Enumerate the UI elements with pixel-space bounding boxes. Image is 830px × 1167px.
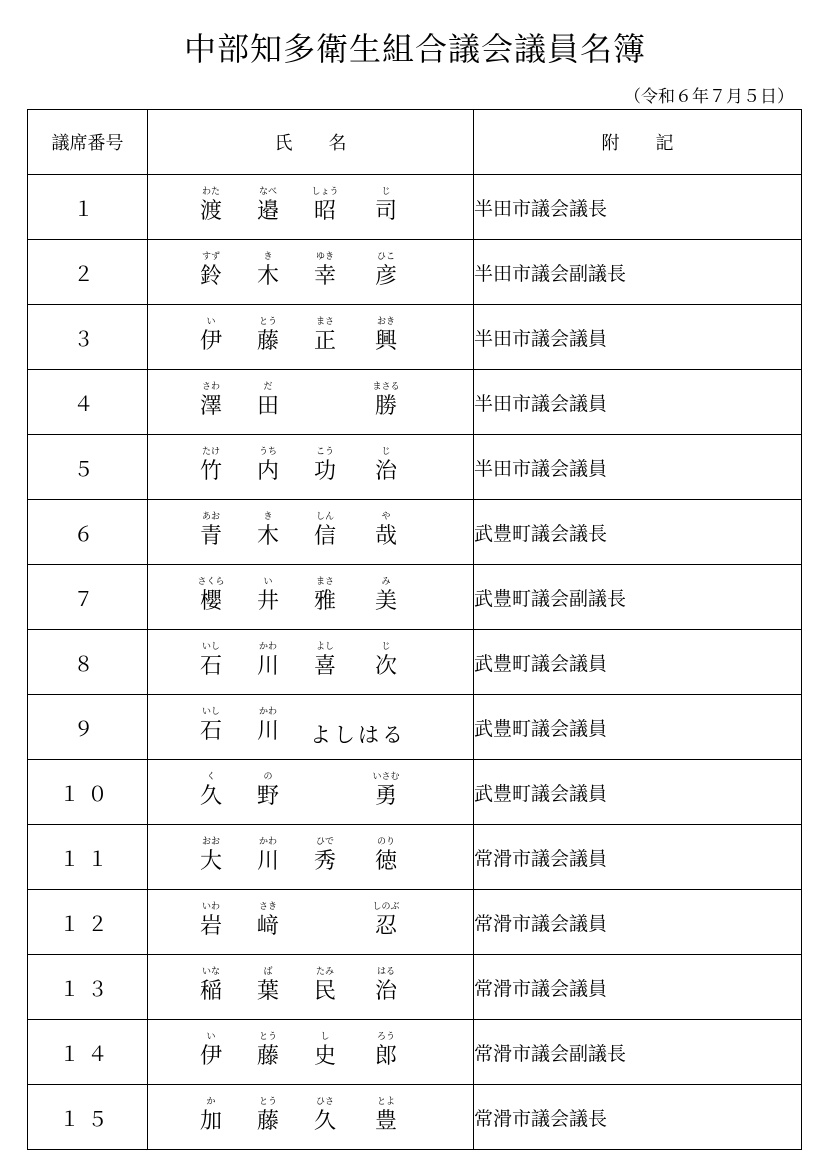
member-note: 半田市議会議員 (474, 370, 802, 435)
kanji: 民 (313, 979, 336, 1004)
kanji: 野 (256, 784, 279, 809)
furigana: まさ (315, 577, 334, 587)
member-note: 半田市議会議長 (474, 175, 802, 240)
member-note: 武豊町議会議員 (474, 630, 802, 695)
kanji: 藤 (256, 1109, 279, 1134)
name-character (366, 185, 406, 225)
kanji: 郎 (374, 1044, 397, 1069)
name-character (248, 250, 288, 290)
name-character (248, 445, 288, 485)
name-character (191, 510, 231, 550)
kanji: 藤 (256, 329, 279, 354)
member-name-cell (148, 305, 474, 370)
member-note: 武豊町議会議員 (474, 760, 802, 825)
table-row (28, 435, 802, 500)
member-name (148, 630, 473, 694)
member-name-cell (148, 890, 474, 955)
furigana: か (206, 1097, 216, 1107)
seat-number: ９ (28, 695, 148, 760)
furigana: ひで (315, 837, 334, 847)
kanji: 勝 (374, 394, 397, 419)
member-name-cell (148, 370, 474, 435)
name-character (191, 835, 231, 875)
kanji: 美 (374, 589, 397, 614)
kanji: 石 (199, 719, 222, 744)
kanji: 治 (374, 459, 397, 484)
name-character (305, 575, 345, 615)
kanji: 内 (256, 459, 279, 484)
furigana: し (320, 1032, 330, 1042)
seat-number: ８ (28, 630, 148, 695)
name-character (191, 900, 231, 940)
page-title: 中部知多衛生組合議会議員名簿 (183, 30, 646, 68)
member-name (148, 825, 473, 889)
table-header-row (28, 110, 802, 175)
table-row (28, 370, 802, 435)
member-note: 常滑市議会議員 (474, 955, 802, 1020)
table-row (28, 890, 802, 955)
furigana: なべ (258, 187, 277, 197)
furigana: の (263, 772, 273, 782)
furigana: い (206, 317, 216, 327)
name-character (191, 705, 231, 745)
kanji: 豊 (374, 1109, 397, 1134)
name-character (191, 1030, 231, 1070)
kanji: 田 (256, 394, 279, 419)
kanji: 彦 (374, 264, 397, 289)
member-name (148, 175, 473, 239)
furigana: ひこ (376, 252, 395, 262)
member-note: 武豊町議会議長 (474, 500, 802, 565)
kanji: 石 (199, 654, 222, 679)
furigana: ひさ (315, 1097, 334, 1107)
name-character (191, 575, 231, 615)
member-name (148, 1020, 473, 1084)
furigana: とよ (376, 1097, 395, 1107)
name-character (191, 640, 231, 680)
seat-number: １５ (28, 1085, 148, 1150)
name-character (366, 315, 406, 355)
furigana: い (206, 1032, 216, 1042)
kanji: 徳 (374, 849, 397, 874)
furigana: しょう (311, 187, 339, 197)
table-row (28, 240, 802, 305)
furigana: いし (201, 707, 220, 717)
kanji: 哉 (374, 524, 397, 549)
member-note: 常滑市議会議長 (474, 1085, 802, 1150)
seat-number: １４ (28, 1020, 148, 1085)
member-name (148, 305, 473, 369)
kanji: 喜 (313, 654, 336, 679)
name-character (248, 575, 288, 615)
kanji: 功 (313, 459, 336, 484)
name-character (191, 380, 231, 420)
member-name-cell (148, 695, 474, 760)
member-name-cell (148, 435, 474, 500)
seat-number: １ (28, 175, 148, 240)
table-row (28, 500, 802, 565)
furigana: じ (381, 187, 391, 197)
seat-number: ４ (28, 370, 148, 435)
kanji: 川 (256, 849, 279, 874)
kanji: 渡 (199, 199, 222, 224)
name-character (191, 315, 231, 355)
name-character (305, 510, 345, 550)
member-note: 武豊町議会議員 (474, 695, 802, 760)
member-name (148, 1085, 473, 1149)
document-date: （令和６年７月５日） (624, 87, 794, 107)
name-character (248, 640, 288, 680)
kanji: 川 (256, 719, 279, 744)
member-roster-table (27, 109, 802, 1150)
kanji: 次 (374, 654, 397, 679)
furigana: おお (201, 837, 220, 847)
kanji: 木 (256, 524, 279, 549)
name-character (305, 965, 345, 1005)
kanji: 秀 (313, 849, 336, 874)
name-character (248, 185, 288, 225)
furigana: すず (201, 252, 221, 262)
kanji: 加 (199, 1109, 222, 1134)
name-character (366, 380, 406, 420)
furigana: み (381, 577, 391, 587)
name-character (248, 1095, 288, 1135)
kanji: 正 (313, 329, 336, 354)
member-name (148, 240, 473, 304)
kanji: 井 (256, 589, 279, 614)
member-name (148, 760, 473, 824)
kanji: 久 (199, 784, 222, 809)
roster-body (28, 175, 802, 1150)
table-row (28, 825, 802, 890)
member-name-cell (148, 1020, 474, 1085)
furigana: じ (381, 447, 391, 457)
kanji: 竹 (199, 459, 222, 484)
furigana: かわ (258, 642, 277, 652)
name-character (248, 380, 288, 420)
member-note: 半田市議会議員 (474, 305, 802, 370)
table-row (28, 305, 802, 370)
furigana: だ (263, 382, 273, 392)
name-character (305, 185, 345, 225)
furigana: いし (201, 642, 220, 652)
name-character (305, 1030, 345, 1070)
kanji: 藤 (256, 1044, 279, 1069)
kanji: 澤 (199, 394, 222, 419)
table-row (28, 955, 802, 1020)
name-character (366, 1030, 406, 1070)
member-name-cell (148, 630, 474, 695)
furigana: かわ (258, 707, 277, 717)
member-note: 常滑市議会議員 (474, 825, 802, 890)
name-character (366, 965, 406, 1005)
table-row (28, 630, 802, 695)
furigana: いわ (201, 902, 220, 912)
furigana: いさむ (372, 772, 400, 782)
seat-number: ７ (28, 565, 148, 630)
name-character (305, 640, 345, 680)
name-character (305, 1095, 345, 1135)
kanji: 幸 (313, 264, 336, 289)
name-character (248, 705, 288, 745)
member-name (148, 695, 473, 759)
kanji: 伊 (199, 1044, 222, 1069)
furigana: ば (263, 967, 273, 977)
name-character (366, 835, 406, 875)
member-name (148, 890, 473, 954)
furigana: く (206, 772, 216, 782)
name-character (191, 445, 231, 485)
table-row (28, 1020, 802, 1085)
seat-number: １１ (28, 825, 148, 890)
kanji: 大 (199, 849, 222, 874)
kanji: 昭 (313, 199, 336, 224)
header-name: 氏 名 (148, 110, 474, 175)
name-character (191, 250, 231, 290)
kanji: 伊 (199, 329, 222, 354)
furigana: き (263, 252, 273, 262)
furigana: たみ (315, 967, 334, 977)
furigana: や (381, 512, 391, 522)
furigana: うち (258, 447, 277, 457)
furigana: いな (201, 967, 220, 977)
name-character (305, 445, 345, 485)
furigana: い (263, 577, 273, 587)
furigana: しん (315, 512, 334, 522)
furigana: あお (201, 512, 220, 522)
name-character (248, 900, 288, 940)
kanji: 岩 (199, 914, 222, 939)
header-note: 附 記 (474, 110, 802, 175)
member-name-cell (148, 565, 474, 630)
kanji: 木 (256, 264, 279, 289)
name-character (366, 640, 406, 680)
name-character (191, 1095, 231, 1135)
table-row (28, 1085, 802, 1150)
kanji: 興 (374, 329, 397, 354)
seat-number: ３ (28, 305, 148, 370)
kanji: 櫻 (199, 589, 222, 614)
kanji: 葉 (256, 979, 279, 1004)
member-name-cell (148, 175, 474, 240)
furigana: はる (376, 967, 395, 977)
name-character (366, 575, 406, 615)
furigana: わた (201, 187, 220, 197)
furigana: ゆき (315, 252, 334, 262)
name-character (366, 900, 406, 940)
table-row (28, 565, 802, 630)
seat-number: ６ (28, 500, 148, 565)
name-character (248, 835, 288, 875)
kanji: 鈴 (199, 264, 222, 289)
member-name (148, 565, 473, 629)
furigana: さわ (201, 382, 220, 392)
furigana: じ (381, 642, 391, 652)
furigana: まさ (315, 317, 334, 327)
furigana: こう (315, 447, 334, 457)
kanji: 司 (374, 199, 397, 224)
seat-number: ５ (28, 435, 148, 500)
name-character (366, 250, 406, 290)
member-note: 常滑市議会議員 (474, 890, 802, 955)
member-name-cell (148, 825, 474, 890)
furigana: しのぶ (372, 902, 400, 912)
member-name-cell (148, 500, 474, 565)
member-name (148, 370, 473, 434)
member-note: 武豊町議会副議長 (474, 565, 802, 630)
member-name (148, 500, 473, 564)
name-character (366, 1095, 406, 1135)
kanji: 忍 (374, 914, 397, 939)
member-name-cell (148, 240, 474, 305)
kanji: 信 (313, 524, 336, 549)
seat-number: １３ (28, 955, 148, 1020)
kanji: 川 (256, 654, 279, 679)
member-name-cell (148, 1085, 474, 1150)
name-character (191, 770, 231, 810)
kanji: 稲 (199, 979, 222, 1004)
furigana: ろう (376, 1032, 395, 1042)
table-row (28, 695, 802, 760)
header-seat-number: 議席番号 (28, 110, 148, 175)
table-row (28, 175, 802, 240)
kanji: 久 (313, 1109, 336, 1134)
kanji: 邉 (256, 199, 279, 224)
name-character (305, 315, 345, 355)
kanji: 青 (199, 524, 222, 549)
member-name-cell (148, 955, 474, 1020)
kanji: 史 (313, 1044, 336, 1069)
name-character (248, 315, 288, 355)
name-character (248, 510, 288, 550)
furigana: き (263, 512, 273, 522)
furigana: とう (258, 1032, 277, 1042)
furigana: よし (315, 642, 334, 652)
furigana: たけ (201, 447, 220, 457)
furigana: おき (376, 317, 395, 327)
given-name-hiragana: よしはる (310, 723, 406, 747)
member-note: 半田市議会副議長 (474, 240, 802, 305)
furigana: まさる (372, 382, 400, 392)
name-character (248, 1030, 288, 1070)
furigana: さくら (197, 577, 225, 587)
seat-number: １２ (28, 890, 148, 955)
member-name (148, 955, 473, 1019)
seat-number: １０ (28, 760, 148, 825)
member-note: 半田市議会議員 (474, 435, 802, 500)
name-character (248, 770, 288, 810)
name-character (366, 510, 406, 550)
table-row (28, 760, 802, 825)
furigana: のり (376, 837, 395, 847)
kanji: 﨑 (256, 914, 279, 939)
name-character (248, 965, 288, 1005)
furigana: とう (258, 1097, 277, 1107)
furigana: とう (258, 317, 277, 327)
name-character (305, 835, 345, 875)
kanji: 治 (374, 979, 397, 1004)
member-name (148, 435, 473, 499)
kanji: 雅 (313, 589, 336, 614)
member-note: 常滑市議会副議長 (474, 1020, 802, 1085)
furigana: さき (258, 902, 277, 912)
seat-number: ２ (28, 240, 148, 305)
name-character (366, 445, 406, 485)
name-character (366, 770, 406, 810)
name-character (191, 965, 231, 1005)
name-character (305, 250, 345, 290)
member-name-cell (148, 760, 474, 825)
furigana: かわ (258, 837, 277, 847)
kanji: 勇 (374, 784, 397, 809)
name-character (191, 185, 231, 225)
